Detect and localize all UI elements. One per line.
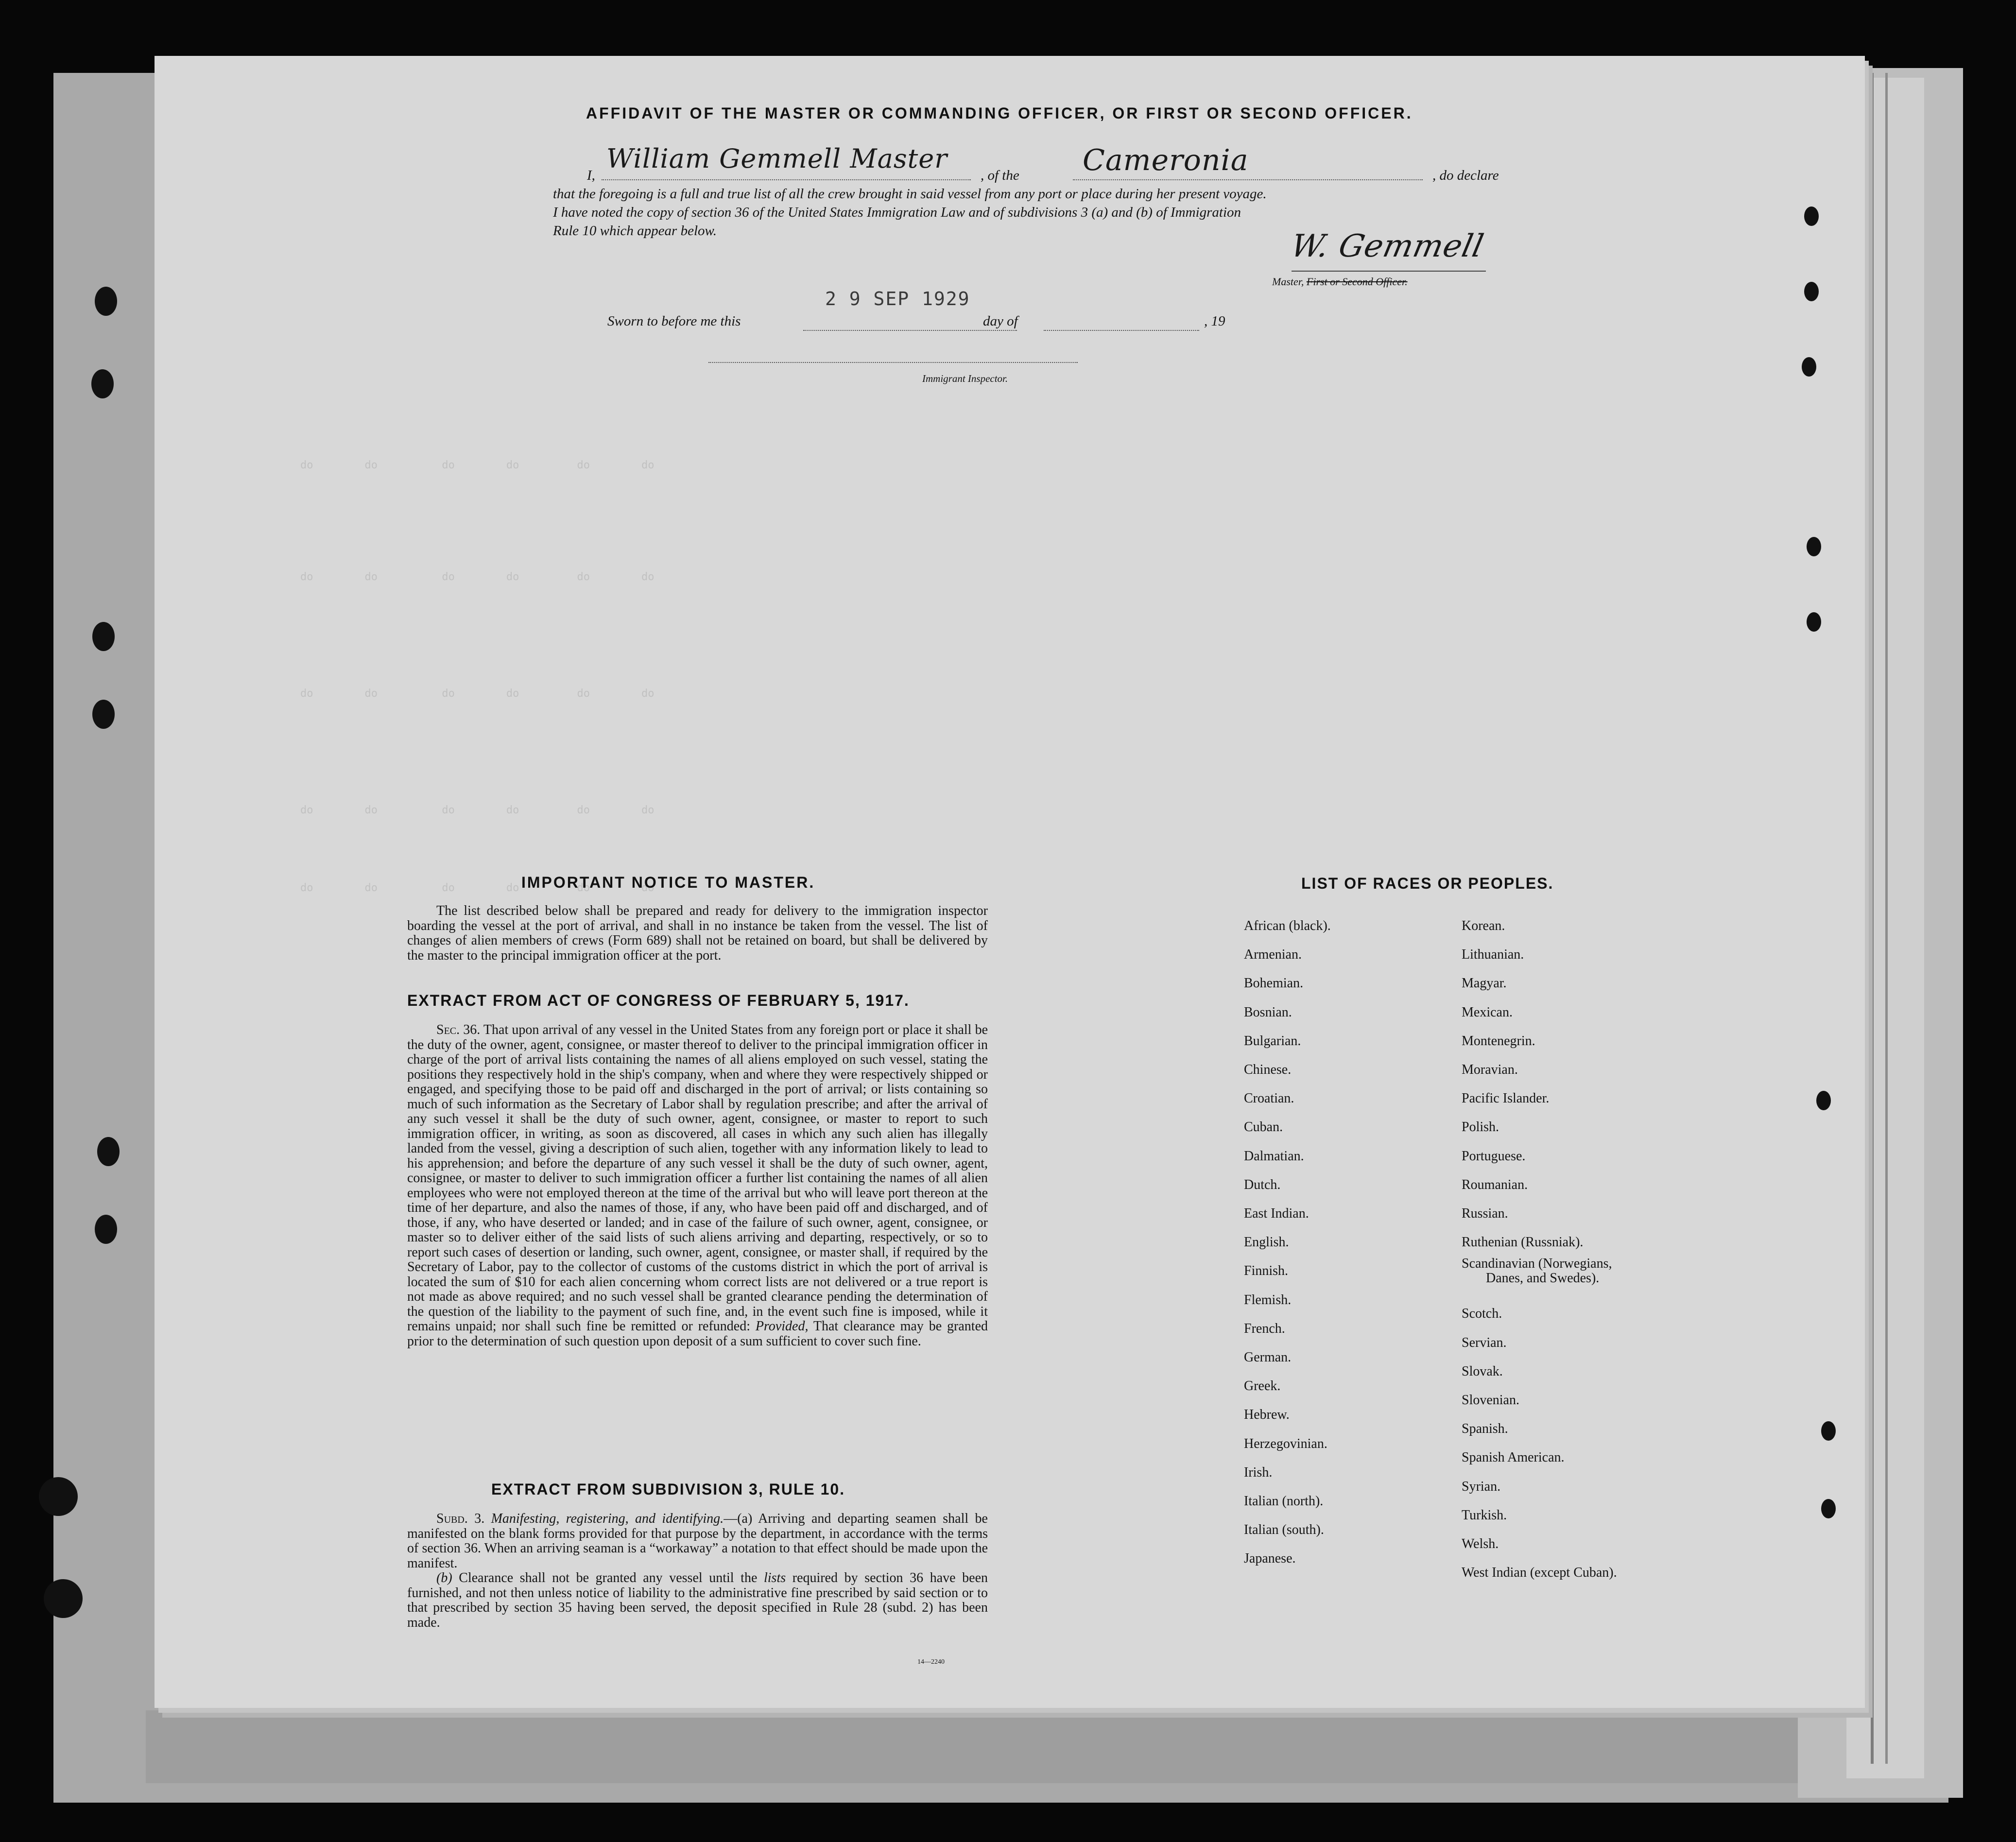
day-of-text: day of — [983, 313, 1018, 329]
punch-hole — [1804, 207, 1819, 226]
affidavit-do-declare: , do declare — [1432, 168, 1499, 183]
race-item: German. — [1244, 1350, 1292, 1365]
punch-hole — [1821, 1499, 1836, 1518]
act-paragraph — [407, 1023, 988, 1349]
race-item: Croatian. — [1244, 1091, 1294, 1106]
race-item: Montenegrin. — [1462, 1033, 1535, 1049]
race-item: Turkish. — [1462, 1507, 1507, 1523]
race-item: Magyar. — [1462, 976, 1507, 991]
underlying-page-bottom — [146, 1710, 1871, 1783]
affidavit-heading: AFFIDAVIT OF THE MASTER OR COMMANDING OFFICER, OR FIRST OR SECOND OFFICER. — [586, 104, 1413, 122]
race-item: Herzegovinian. — [1244, 1436, 1327, 1451]
act-body-end: That clearance may be granted prior to the determination of such question upon deposit of a sum sufficient to cover such fine. — [407, 1319, 988, 1349]
affidavit-line-3: I have noted the copy of section 36 of the United States Immigration Law and of subdivisions 3 (a) and (b) of Immigration — [553, 205, 1241, 220]
race-item: French. — [1244, 1321, 1285, 1336]
signature-underline — [1292, 271, 1486, 272]
signature-caption — [1272, 275, 1408, 288]
punch-hole — [1816, 1091, 1831, 1110]
race-item: Lithuanian. — [1462, 947, 1524, 963]
vessel-name: Cameronia — [1083, 143, 1249, 177]
affidavit-of-the: , of the — [981, 168, 1019, 183]
affidavit-line-2: that the foregoing is a full and true list of all the crew brought in said vessel from any port or place during her present voyage. — [553, 186, 1267, 202]
act-heading: EXTRACT FROM ACT OF CONGRESS OF FEBRUARY 5, 1917. — [407, 992, 910, 1009]
bleed-through-text: do do do do do do — [300, 882, 655, 894]
bleed-through-text: do do do do do do — [300, 688, 655, 700]
race-item: Syrian. — [1462, 1479, 1501, 1494]
races-heading: LIST OF RACES OR PEOPLES. — [1301, 875, 1554, 892]
year-prefix: , 19 — [1204, 313, 1225, 329]
race-item: Welsh. — [1462, 1536, 1499, 1552]
race-item: Ruthenian (Russniak). — [1462, 1235, 1584, 1250]
race-item: Slovak. — [1462, 1363, 1503, 1379]
races-left-column — [1244, 912, 1331, 1573]
notice-text — [407, 904, 988, 963]
race-item: Italian (south). — [1244, 1522, 1324, 1538]
inspector-line — [708, 347, 1078, 363]
rule-paragraph-a — [407, 1512, 988, 1571]
race-item: West Indian (except Cuban). — [1462, 1565, 1617, 1581]
race-item: East Indian. — [1244, 1206, 1309, 1222]
race-item: Servian. — [1462, 1335, 1507, 1350]
sworn-month-line — [1044, 309, 1199, 331]
bleed-through-text: do do do do do do — [300, 571, 655, 583]
binder-hole — [92, 700, 115, 729]
race-item: Russian. — [1462, 1206, 1508, 1222]
notice-heading: IMPORTANT NOTICE TO MASTER. — [521, 874, 815, 891]
form-number: 14—2240 — [917, 1658, 945, 1666]
section-label: Sec. 36. — [436, 1022, 481, 1037]
race-item: Moravian. — [1462, 1062, 1518, 1078]
race-item: Flemish. — [1244, 1292, 1292, 1308]
race-item: Irish. — [1244, 1464, 1273, 1480]
race-item: Roumanian. — [1462, 1177, 1528, 1192]
race-item: Dalmatian. — [1244, 1148, 1304, 1164]
provided-word: Provided, — [755, 1319, 809, 1334]
sworn-text: Sworn to before me this — [607, 313, 741, 329]
race-item: African (black). — [1244, 918, 1331, 933]
race-item: Greek. — [1244, 1378, 1281, 1394]
binder-hole — [95, 1215, 117, 1244]
punch-hole — [1807, 537, 1821, 556]
race-item: Dutch. — [1244, 1177, 1281, 1192]
punch-hole — [1802, 357, 1816, 377]
race-item: Bosnian. — [1244, 1004, 1292, 1020]
race-item: Scotch. — [1462, 1306, 1502, 1322]
para-b-label: (b) — [436, 1570, 452, 1585]
races-right-column — [1462, 912, 1617, 1587]
rule-text — [407, 1512, 988, 1630]
race-item: English. — [1244, 1235, 1289, 1250]
caption-struck: First or Second Officer. — [1306, 275, 1408, 288]
page-edge-line — [1871, 73, 1874, 1764]
race-item: Spanish. — [1462, 1421, 1508, 1437]
inspector-caption: Immigrant Inspector. — [922, 373, 1008, 384]
para-b-pre: Clearance shall not be granted any vessel until the — [459, 1570, 758, 1585]
master-signature: W. Gemmell — [1288, 228, 1487, 264]
race-item: Bulgarian. — [1244, 1033, 1301, 1049]
race-item: Spanish American. — [1462, 1450, 1565, 1465]
race-item: Finnish. — [1244, 1263, 1289, 1279]
affidavit-line-4: Rule 10 which appear below. — [553, 223, 717, 239]
subd-label: Subd. 3. — [436, 1511, 485, 1526]
race-item: Cuban. — [1244, 1119, 1283, 1135]
race-item: Chinese. — [1244, 1062, 1292, 1078]
race-item: Hebrew. — [1244, 1407, 1290, 1423]
binder-hole — [91, 369, 114, 398]
affidavit-i-prefix: I, — [587, 168, 595, 183]
punch-hole — [1804, 282, 1819, 301]
punch-hole — [1807, 612, 1821, 632]
declarant-name: William Gemmell Master — [606, 143, 948, 174]
race-item: Danes, and Swedes). — [1486, 1271, 1600, 1286]
act-text — [407, 1023, 988, 1349]
race-item: Mexican. — [1462, 1004, 1513, 1020]
para-b-post: required by section 36 have been furnished, and not then unless notice of liability to the administrative fine prescribed by said section or to that prescribed by section 35 having been served, the deposit specified in Rule 28 (subd. 2) has been made. — [407, 1570, 988, 1630]
date-stamp: 2 9 SEP 1929 — [825, 288, 970, 310]
affidavit-sheet — [155, 56, 1865, 1708]
race-item: Scandinavian (Norwegians, — [1462, 1256, 1612, 1272]
race-item: Armenian. — [1244, 947, 1302, 963]
race-item: Italian (north). — [1244, 1494, 1324, 1509]
binder-hole — [97, 1137, 120, 1166]
binder-hole — [95, 287, 117, 316]
caption-master: Master, — [1272, 275, 1304, 288]
race-item: Portuguese. — [1462, 1148, 1526, 1164]
rule-paragraph-b — [407, 1571, 988, 1630]
para-a-body: —(a) Arriving and departing seamen shall be manifested on the blank forms provided for that purpose by the department, in accordance with the terms of section 36. When an arriving seaman is a “workaway” a notation to that effect should be made upon the manifest. — [407, 1511, 988, 1571]
binder-hole — [92, 622, 115, 651]
page-edge-line — [1885, 73, 1888, 1764]
bleed-through-text: do do do do do do — [300, 804, 655, 816]
bleed-through-text: do do do do do do — [300, 459, 655, 471]
subd-title: Manifesting, registering, and identifying. — [491, 1511, 724, 1526]
race-item: Bohemian. — [1244, 976, 1304, 991]
para-b-lists: lists — [764, 1570, 786, 1585]
race-item: Polish. — [1462, 1119, 1499, 1135]
binder-hole — [44, 1579, 83, 1618]
notice-paragraph: The list described below shall be prepared and ready for delivery to the immigration inspector boarding the vessel at the port of arrival, and shall in no instance be taken from the vessel. The list of changes of alien members of crews (Form 689) shall not be retained on board, but shall be delivered by the master to the principal immigration officer at the port. — [407, 903, 988, 963]
rule-heading: EXTRACT FROM SUBDIVISION 3, RULE 10. — [491, 1480, 845, 1498]
act-body: That upon arrival of any vessel in the United States from any foreign port or place it shall be the duty of the owner, agent, consignee, or master thereof to deliver to the principal immigration officer in charge of the port of arrival lists containing the names of all aliens employed on such vessel, stating the positions they respectively hold in the ship's company, when and where they were respectively shipped or engaged, and specifying those to be paid off and discharged in the port of arrival; or lists containing so much of such information as the Secretary of Labor shall by regulation prescribe; and after the arrival of any such vessel it shall be the duty of such owner, agent, consignee, or master to report to such immigration officer, in writing, as soon as discovered, all cases in which any such alien has illegally landed from the vessel, giving a description of such alien, together with any information likely to lead to his apprehension; and before the departure of any such vessel it shall be the duty of such owner, agent, consignee, or master to deliver to such immigration officer a further list containing the names of all alien employees who were not employed thereon at the time of the arrival but who will leave port thereon at the time of her departure, and also the names of those, if any, who have been paid off and discharged, and of those, if any, who have deserted or landed; and in case of the failure of such owner, agent, consignee, or master so to deliver either of the said lists of such aliens arriving and departing, respectively, or so to report such cases of desertion or landing, such owner, agent, consignee, or master shall, if required by the Secretary of Labor, pay to the collector of customs of the customs district in which the port of arrival is located the sum of $10 for each alien concerning whom correct lists are not delivered or a true report is not made as above required; and no such vessel shall be granted clearance pending the determination of the question of the liability to the payment of such fine, and, in the event such fine is imposed, while it remains unpaid; nor shall such fine be remitted or refunded: — [407, 1022, 988, 1334]
binder-hole — [39, 1477, 78, 1516]
race-item: Pacific Islander. — [1462, 1091, 1550, 1106]
race-item: Korean. — [1462, 918, 1505, 933]
race-item: Japanese. — [1244, 1551, 1296, 1567]
race-item: Slovenian. — [1462, 1393, 1519, 1408]
punch-hole — [1821, 1421, 1836, 1441]
